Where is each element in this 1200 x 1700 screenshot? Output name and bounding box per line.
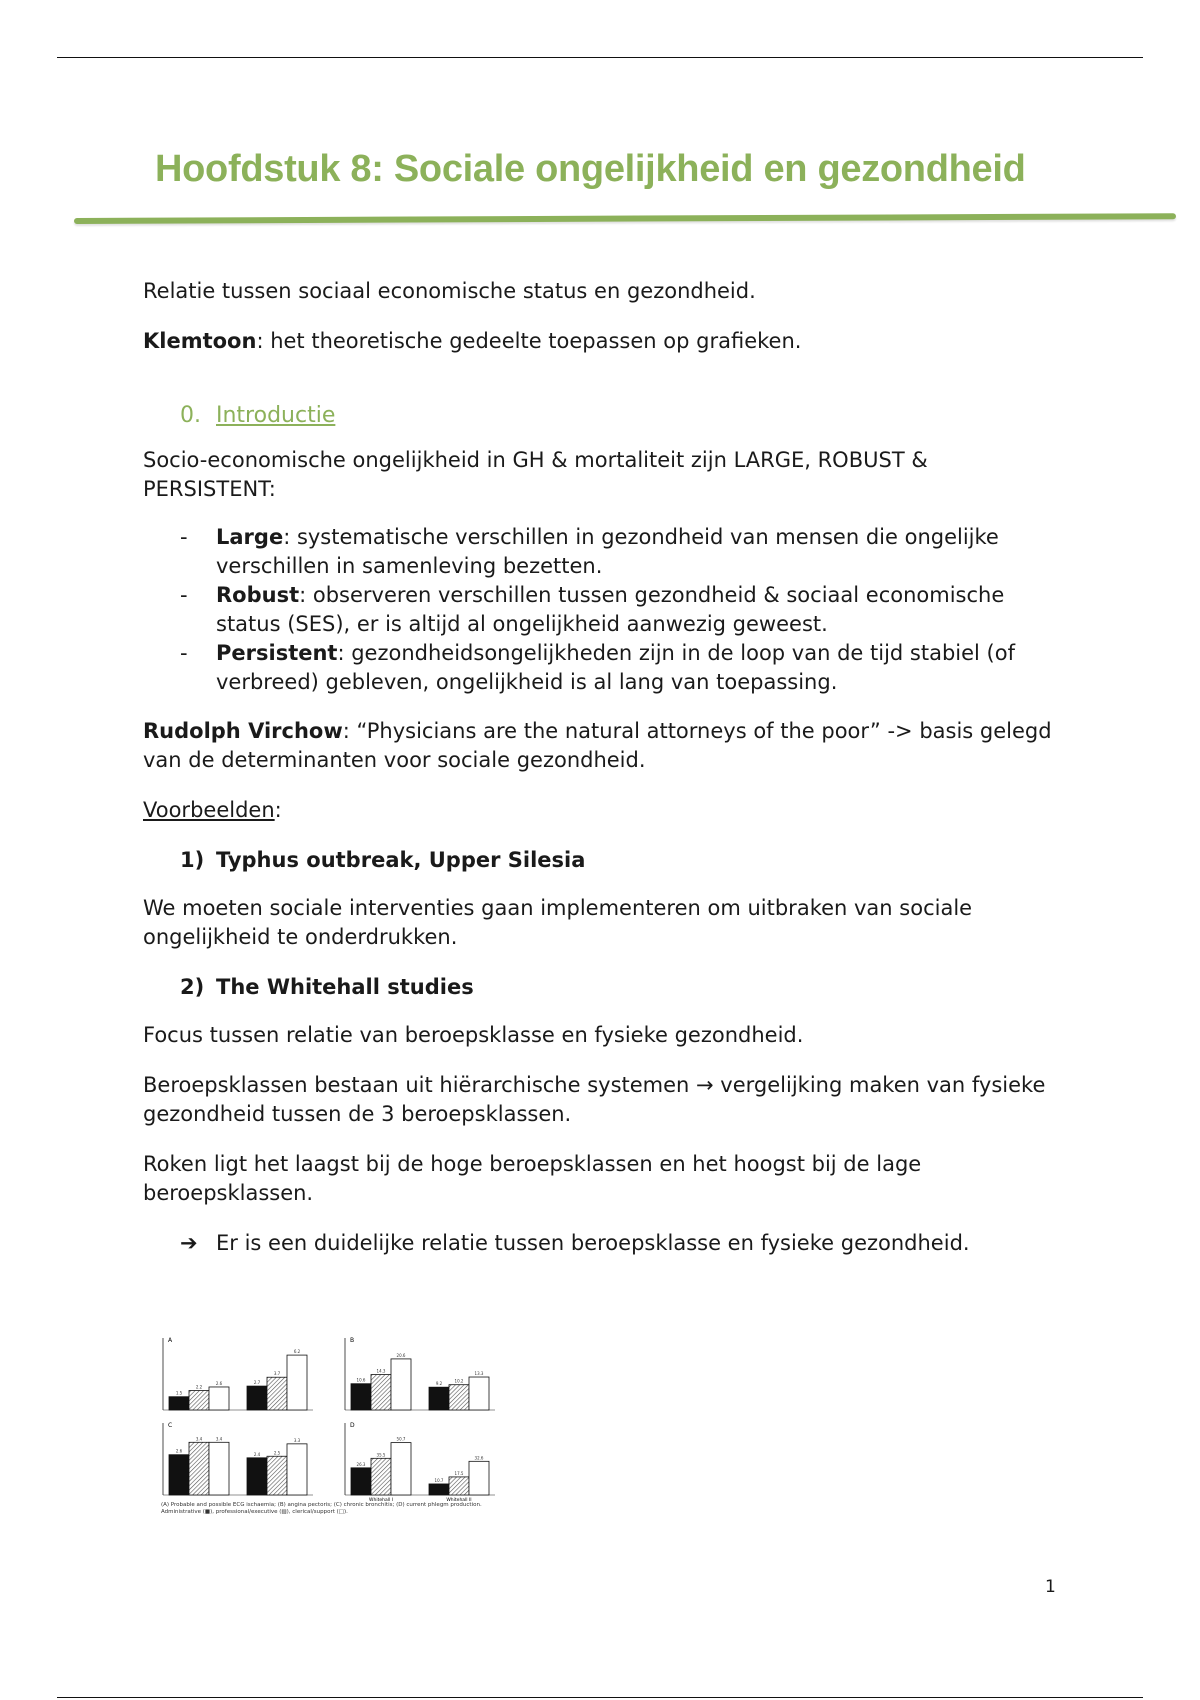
list-item: - Robust: observeren verschillen tussen gezondheid & sociaal economische status (SES), er is altijd al ongelijkheid aanwezig geweest. [180,583,1005,636]
bar-value-label: 32.6 [474,1455,484,1461]
document-body [143,277,1063,1279]
bar [209,1442,229,1495]
bar-value-label: 10.6 [356,1377,366,1383]
panel-label: C [168,1422,173,1429]
bar-value-label: 35.5 [376,1452,386,1458]
bar-value-label: 9.2 [435,1381,443,1387]
bar-value-label: 3.7 [273,1371,281,1377]
bar [287,1444,307,1495]
beroeps-paragraph: Beroepsklassen bestaan uit hiërarchische systemen → vergelijking maken van fysieke gezondheid tussen de 3 beroepsklassen. [143,1073,1046,1126]
bar [371,1458,391,1495]
bar [189,1442,209,1495]
bar-value-label: 3.4 [195,1436,203,1442]
voorbeelden-heading: Voorbeelden: [143,798,282,822]
bullet-text: : observeren verschillen tussen gezondheid & sociaal economische status (SES), er is altijd al ongelijkheid aanwezig geweest. [216,583,1005,636]
bar [247,1386,267,1410]
virchow-text: : “Physicians are the natural attorneys of the poor” -> basis gelegd van de determinanten voor sociale gezondheid. [143,719,1052,772]
bar [449,1477,469,1495]
conclusion-text: Er is een duidelijke relatie tussen beroepsklasse en fysieke gezondheid. [216,1231,970,1255]
bar-value-label: 2.6 [215,1380,223,1386]
section-heading-introductie [180,401,1063,430]
bar [351,1468,371,1495]
section-number: 0. [180,403,201,428]
bullet-text: : systematische verschillen in gezondheid van mensen die ongelijke verschillen in samenleving bezetten. [216,525,999,578]
bar [391,1443,411,1495]
bar-value-label: 3.3 [293,1437,301,1443]
bullet-list [143,523,1063,697]
bullet-term: Persistent [216,641,338,665]
figure-caption: (A) Probable and possible ECG ischaemia; (B) angina pectoris; (C) chronic bronchitis; (D) current phlegm production. Administrative (■), professional/executive (▨), clerical/support (□). [161,1502,482,1515]
intro-paragraph: Relatie tussen sociaal economische status en gezondheid. [143,279,756,303]
bar [449,1385,469,1410]
bar [391,1359,411,1410]
socio-paragraph: Socio-economische ongelijkheid in GH & mortaliteit zijn LARGE, ROBUST & PERSISTENT: [143,448,928,501]
page-title: Hoofdstuk 8: Sociale ongelijkheid en gezondheid [155,148,1026,190]
bullet-term: Large [216,525,284,549]
bar [351,1384,371,1410]
arrow-icon: ➔ [180,1231,198,1255]
conclusion-line [143,1229,1063,1258]
example-heading-typhus: 1) Typhus outbreak, Upper Silesia [180,848,586,872]
bar-value-label: 10.2 [454,1378,464,1384]
bar [371,1375,391,1410]
bar-value-label: 20.6 [396,1352,406,1358]
bar-value-label: 2.4 [253,1451,261,1457]
virchow-name: Rudolph Virchow [143,719,343,743]
bar-value-label: 10.7 [434,1477,444,1483]
bar [247,1458,267,1495]
list-item: - Large: systematische verschillen in gezondheid van mensen die ongelijke verschillen in samenleving bezetten. [180,525,999,578]
bar-value-label: 50.7 [396,1436,406,1442]
bar-value-label: 26.3 [356,1461,366,1467]
bar-value-label: 17.5 [454,1470,464,1476]
bar [267,1456,287,1495]
klemtoon-label: Klemtoon [143,329,257,353]
panel-label: A [168,1337,173,1344]
bar [169,1397,189,1410]
whitehall-figure [145,1330,513,1530]
bar [209,1387,229,1410]
bar [169,1455,189,1495]
typhus-paragraph: We moeten sociale interventies gaan implementeren om uitbraken van sociale ongelijkheid te onderdrukken. [143,896,973,949]
bar [469,1377,489,1410]
group-label: Whitehall II [446,1498,472,1502]
voorbeelden-label: Voorbeelden [143,798,275,822]
bar [469,1461,489,1495]
list-item: - Persistent: gezondheidsongelijkheden zijn in de loop van de tijd stabiel (of verbreed) gebleven, ongelijkheid is al lang van toepassing. [180,641,1015,694]
title-underline [74,213,1176,224]
bar [189,1391,209,1410]
group-label: Whitehall I [369,1498,393,1502]
klemtoon-text: : het theoretische gedeelte toepassen op grafieken. [256,329,802,353]
panel-label: B [350,1337,355,1344]
bar-value-label: 3.4 [215,1436,223,1442]
page-number: 1 [1045,1577,1056,1597]
bar-value-label: 2.7 [253,1380,261,1386]
virchow-paragraph [143,717,1063,775]
bar-value-label: 6.2 [293,1349,301,1355]
bullet-term: Robust [216,583,300,607]
bar-value-label: 14.3 [376,1368,386,1374]
bar [287,1355,307,1410]
focus-paragraph: Focus tussen relatie van beroepsklasse en fysieke gezondheid. [143,1023,804,1047]
bar-value-label: 2.2 [195,1384,203,1390]
klemtoon-paragraph [143,327,1063,356]
bar [429,1387,449,1410]
top-rule [57,57,1143,58]
bar [429,1484,449,1495]
bullet-text: : gezondheidsongelijkheden zijn in de loop van de tijd stabiel (of verbreed) gebleven, ongelijkheid is al lang van toepassing. [216,641,1015,694]
bar [267,1377,287,1410]
bar-value-label: 1.5 [175,1390,183,1396]
bar-value-label: 2.6 [175,1448,183,1454]
bar-value-label: 2.5 [273,1450,281,1456]
roken-paragraph: Roken ligt het laagst bij de hoge beroepsklassen en het hoogst bij de lage beroepsklassen. [143,1152,922,1205]
whitehall-bar-charts [145,1330,513,1502]
bottom-rule [57,1697,1143,1698]
section-label: Introductie [216,403,336,428]
panel-label: D [350,1422,355,1429]
bar-value-label: 13.3 [474,1371,484,1377]
example-heading-whitehall: 2) The Whitehall studies [180,975,474,999]
